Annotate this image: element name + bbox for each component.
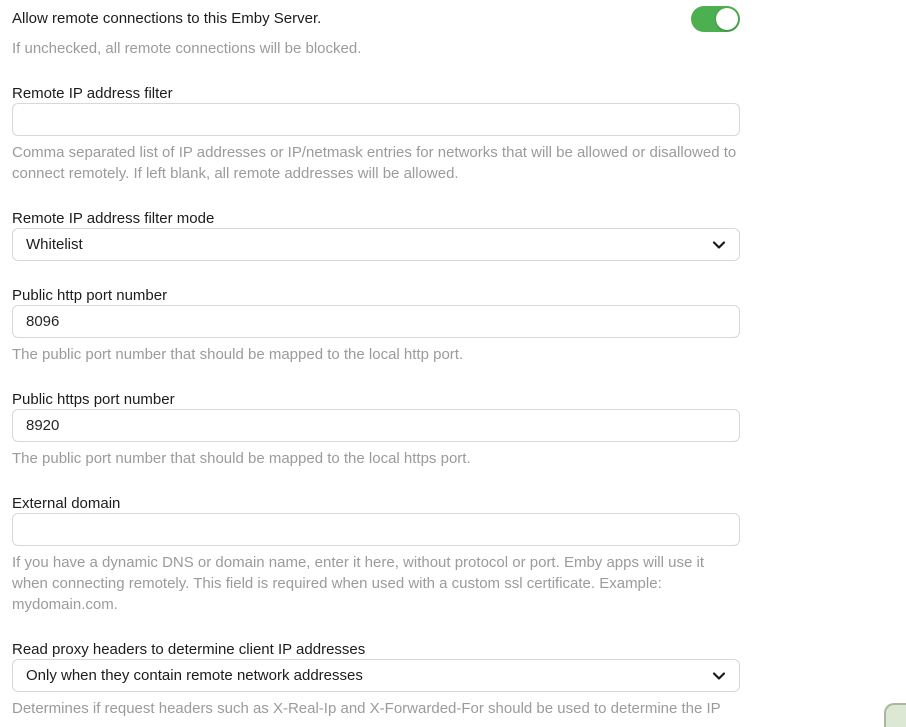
proxy-headers-label: Read proxy headers to determine client IP addresses — [12, 641, 366, 658]
remote-ip-filter-mode-field — [12, 209, 740, 261]
public-http-port-input[interactable] — [12, 305, 740, 338]
remote-ip-filter-help: Comma separated list of IP addresses or IP/netmask entries for networks that will be allowed or disallowed to connect remotely. If left blank, all remote addresses will be allowed. — [12, 144, 737, 182]
public-https-port-field — [12, 390, 740, 469]
remote-ip-filter-label: Remote IP address filter — [12, 85, 173, 102]
settings-form — [12, 6, 740, 719]
external-domain-input[interactable] — [12, 513, 740, 546]
public-http-port-field — [12, 286, 740, 365]
public-http-port-help: The public port number that should be mapped to the local http port. — [12, 346, 464, 363]
remote-connections-toggle[interactable] — [691, 6, 740, 32]
toggle-knob-icon — [716, 8, 738, 30]
proxy-headers-field — [12, 640, 740, 719]
remote-connections-label: Allow remote connections to this Emby Server. — [12, 10, 322, 27]
remote-ip-filter-input[interactable] — [12, 103, 740, 136]
proxy-headers-select-wrap — [12, 659, 740, 692]
external-domain-field — [12, 494, 740, 615]
remote-ip-filter-mode-select[interactable] — [12, 228, 740, 261]
proxy-headers-help: Determines if request headers such as X-Real-Ip and X-Forwarded-For should be used to determine the IP — [12, 700, 721, 717]
external-domain-help: If you have a dynamic DNS or domain name, enter it here, without protocol or port. Emby apps will use it when connecting remotely. This field is required when used with a custom ssl certificate. Example: mydomain.com. — [12, 554, 704, 613]
remote-connections-row — [12, 6, 740, 32]
remote-ip-filter-field — [12, 84, 740, 184]
external-domain-label: External domain — [12, 495, 121, 512]
public-https-port-label: Public https port number — [12, 391, 175, 408]
public-https-port-help: The public port number that should be mapped to the local https port. — [12, 450, 471, 467]
remote-ip-filter-mode-select-wrap — [12, 228, 740, 261]
public-http-port-label: Public http port number — [12, 287, 168, 304]
remote-connections-field — [12, 6, 740, 59]
proxy-headers-select[interactable] — [12, 659, 740, 692]
remote-ip-filter-mode-label: Remote IP address filter mode — [12, 210, 215, 227]
corner-widget-button[interactable] — [884, 703, 906, 727]
public-https-port-input[interactable] — [12, 409, 740, 442]
remote-connections-help: If unchecked, all remote connections will be blocked. — [12, 40, 362, 57]
